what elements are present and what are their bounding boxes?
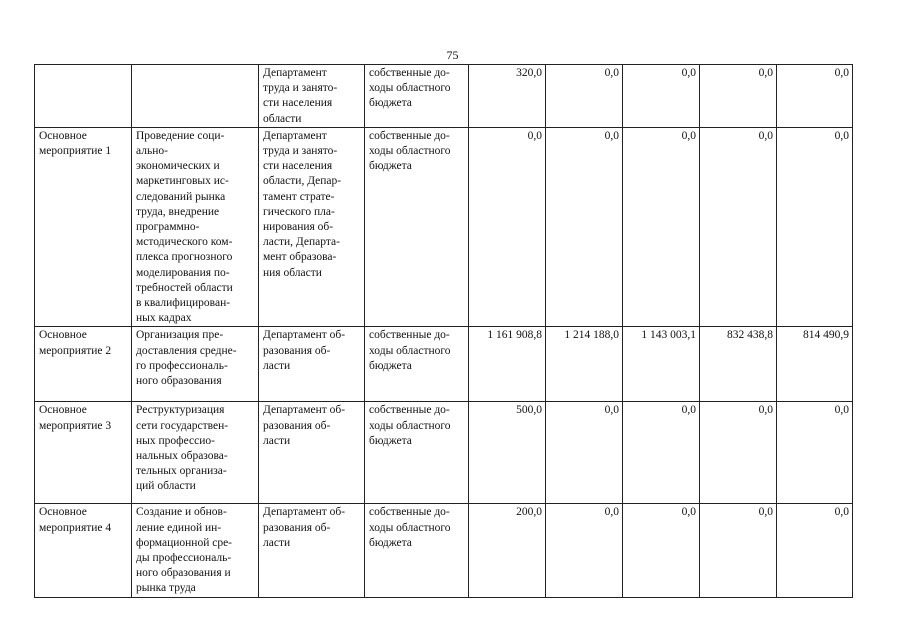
- page-number: 75: [446, 48, 459, 62]
- value-year-4: 0,0: [700, 402, 777, 504]
- value-year-1: 200,0: [469, 504, 546, 597]
- value-year-5: 0,0: [777, 402, 853, 504]
- table-row: [35, 127, 853, 327]
- activity-name: [35, 65, 132, 128]
- activity-description: Создание и обнов- ление единой ин- формационной сре- ды профессиональ- ного образования и рынка труда: [132, 504, 259, 597]
- executor-cell: Департамент труда и занято- сти населения области: [259, 65, 365, 128]
- activity-name: Основное мероприятие 2: [35, 327, 132, 402]
- value-year-5: 0,0: [777, 65, 853, 128]
- activity-description: Организация пре- доставления средне- го профессиональ- ного образования: [132, 327, 259, 402]
- funding-source-cell: собственные до- ходы областного бюджета: [365, 127, 469, 327]
- executor-cell: Департамент об- разования об- ласти: [259, 327, 365, 402]
- value-year-2: 1 214 188,0: [546, 327, 623, 402]
- value-year-3: 1 143 003,1: [623, 327, 700, 402]
- value-year-3: 0,0: [623, 127, 700, 327]
- value-year-4: 0,0: [700, 127, 777, 327]
- value-year-4: 0,0: [700, 504, 777, 597]
- table-row: [35, 504, 853, 597]
- value-year-1: 0,0: [469, 127, 546, 327]
- executor-cell: Департамент труда и занято- сти населения области, Депар- тамент страте- гического пла- нирования об- ласти, Департа- мент образова- ния области: [259, 127, 365, 327]
- value-year-2: 0,0: [546, 65, 623, 128]
- table-row: [35, 65, 853, 128]
- table-row: [35, 327, 853, 402]
- value-year-2: 0,0: [546, 127, 623, 327]
- value-year-5: 814 490,9: [777, 327, 853, 402]
- value-year-2: 0,0: [546, 504, 623, 597]
- value-year-2: 0,0: [546, 402, 623, 504]
- activity-description: Реструктуризация сети государствен- ных профессио- нальных образова- тельных организа- ций области: [132, 402, 259, 504]
- activity-name: Основное мероприятие 4: [35, 504, 132, 597]
- budget-table: [34, 64, 853, 598]
- value-year-3: 0,0: [623, 65, 700, 128]
- funding-source-cell: собственные до- ходы областного бюджета: [365, 65, 469, 128]
- activity-name: Основное мероприятие 3: [35, 402, 132, 504]
- value-year-5: 0,0: [777, 504, 853, 597]
- value-year-1: 320,0: [469, 65, 546, 128]
- funding-source-cell: собственные до- ходы областного бюджета: [365, 327, 469, 402]
- activity-description: Проведение соци- ально- экономических и маркетинговых ис- следований рынка труда, внедрение программно- мстодического ком- плекса прогнозного моделирования по- требностей области в квалифицирован- ных кадрах: [132, 127, 259, 327]
- activity-name: Основное мероприятие 1: [35, 127, 132, 327]
- executor-cell: Департамент об- разования об- ласти: [259, 402, 365, 504]
- table-row: [35, 402, 853, 504]
- value-year-1: 1 161 908,8: [469, 327, 546, 402]
- value-year-3: 0,0: [623, 504, 700, 597]
- value-year-4: 0,0: [700, 65, 777, 128]
- funding-source-cell: собственные до- ходы областного бюджета: [365, 504, 469, 597]
- value-year-3: 0,0: [623, 402, 700, 504]
- funding-source-cell: собственные до- ходы областного бюджета: [365, 402, 469, 504]
- executor-cell: Департамент об- разования об- ласти: [259, 504, 365, 597]
- value-year-1: 500,0: [469, 402, 546, 504]
- value-year-4: 832 438,8: [700, 327, 777, 402]
- activity-description: [132, 65, 259, 128]
- value-year-5: 0,0: [777, 127, 853, 327]
